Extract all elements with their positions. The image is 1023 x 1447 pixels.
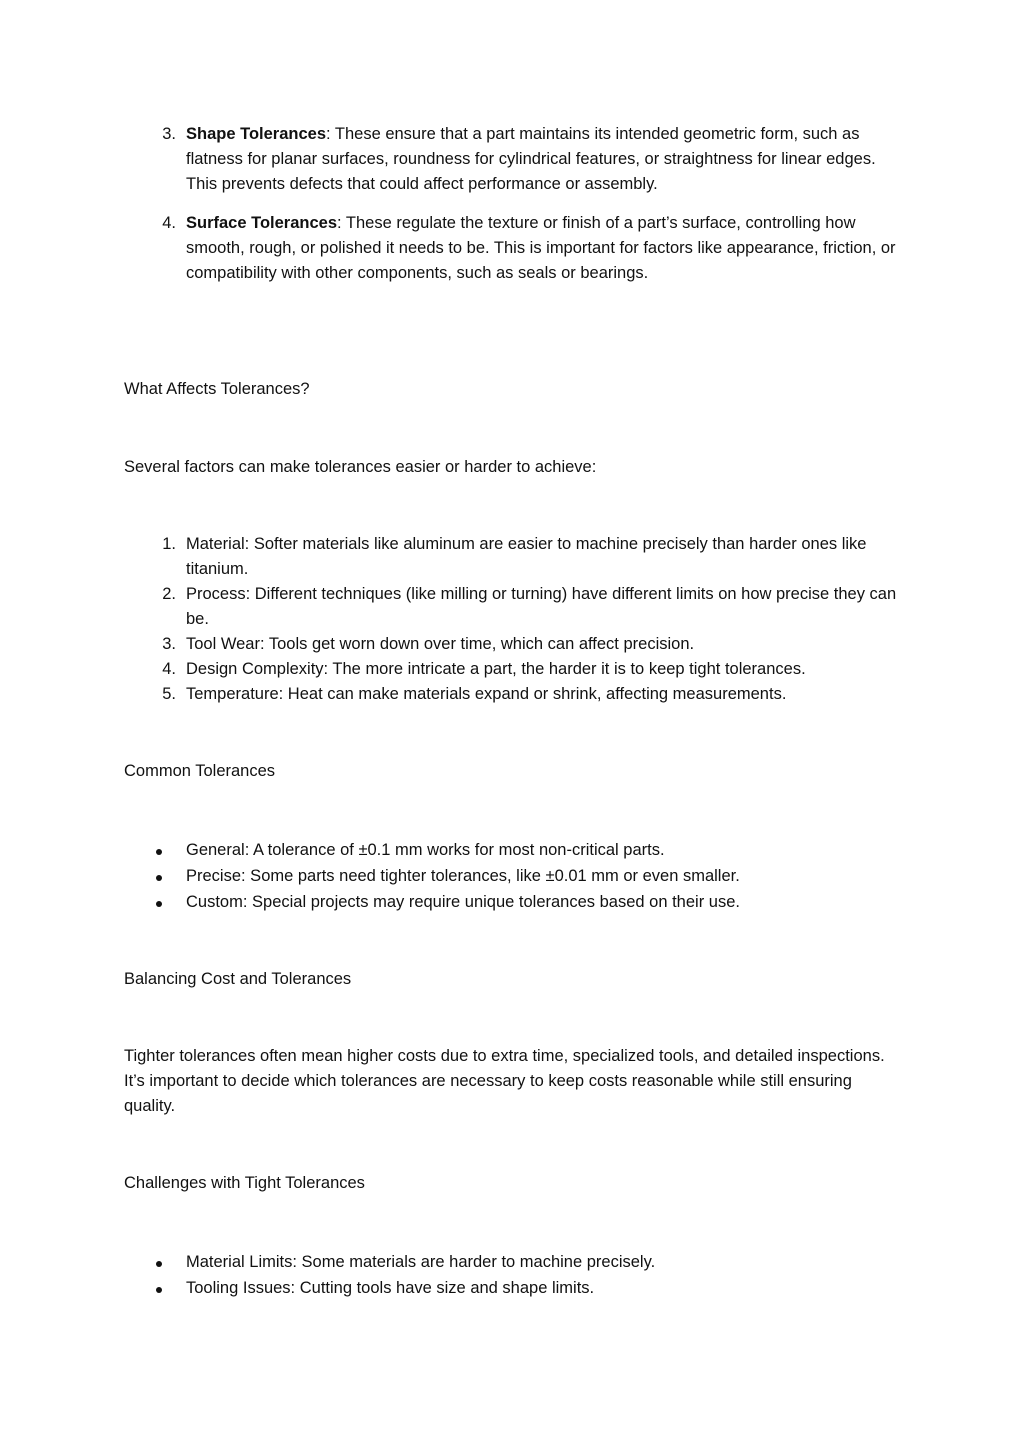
- surface-tolerances-text: : These regulate the texture or finish of a part’s surface, controlling how smooth, rough, or polished it needs to be. This is important for factors like appearance, friction, or compatibility with other components, such as seals or bearings.: [186, 214, 896, 282]
- list-item-text: Custom: Special projects may require unique tolerances based on their use.: [186, 893, 740, 911]
- list-item-text: Material Limits: Some materials are harder to machine precisely.: [186, 1253, 656, 1271]
- list-item-text: Precise: Some parts need tighter tolerances, like ±0.01 mm or even smaller.: [186, 867, 740, 885]
- list-marker: 5.: [162, 685, 176, 703]
- heading-what-affects-tolerances: What Affects Tolerances?: [124, 380, 310, 398]
- list-item-general: [186, 838, 906, 863]
- term-shape-tolerances: Shape Tolerances: [186, 125, 327, 143]
- list-marker: 1.: [162, 535, 176, 553]
- list-item-text: Tooling Issues: Cutting tools have size and shape limits.: [186, 1279, 595, 1297]
- list-marker: 2.: [162, 585, 176, 603]
- heading-common-tolerances: Common Tolerances: [124, 762, 276, 780]
- affects-intro: Several factors can make tolerances easier or harder to achieve:: [124, 458, 597, 476]
- list-item-shape-tolerances: [162, 122, 906, 197]
- list-marker: 4.: [162, 660, 176, 678]
- list-item-material: [162, 532, 906, 582]
- shape-tolerances-text: : These ensure that a part maintains its intended geometric form, such as flatness for planar surfaces, roundness for cylindrical features, or straightness for linear edges. This prevents defects that could affect performance or assembly.: [186, 125, 876, 193]
- list-marker: 4.: [162, 214, 176, 232]
- list-marker: 3.: [162, 635, 176, 653]
- bullet-icon: [156, 849, 162, 855]
- list-item-text: Temperature: Heat can make materials expand or shrink, affecting measurements.: [186, 685, 787, 703]
- list-item-text: Tool Wear: Tools get worn down over time, which can affect precision.: [186, 635, 695, 653]
- list-item-tool-wear: [162, 632, 906, 657]
- list-item-material-limits: [186, 1250, 906, 1275]
- balancing-paragraph: Tighter tolerances often mean higher costs due to extra time, specialized tools, and detailed inspections. It’s important to decide which tolerances are necessary to keep costs reasonable while still ensuring quality.: [124, 1047, 885, 1115]
- list-item-text: Material: Softer materials like aluminum are easier to machine precisely than harder ones like titanium.: [186, 535, 867, 578]
- list-item-temperature: [162, 682, 906, 707]
- list-item-text: Process: Different techniques (like milling or turning) have different limits on how precise they can be.: [186, 585, 897, 628]
- bullet-icon: [156, 1261, 162, 1267]
- bullet-icon: [156, 1287, 162, 1293]
- term-surface-tolerances: Surface Tolerances: [186, 214, 338, 232]
- list-item-surface-tolerances: [162, 211, 906, 286]
- heading-challenges: Challenges with Tight Tolerances: [124, 1174, 365, 1192]
- list-item-text: General: A tolerance of ±0.1 mm works for most non-critical parts.: [186, 841, 665, 859]
- list-marker: 3.: [162, 125, 176, 143]
- list-item-design-complexity: [162, 657, 906, 682]
- list-item-custom: [186, 890, 906, 915]
- heading-balancing-cost: Balancing Cost and Tolerances: [124, 970, 352, 988]
- bullet-icon: [156, 875, 162, 881]
- list-item-text: Design Complexity: The more intricate a part, the harder it is to keep tight tolerances.: [186, 660, 806, 678]
- list-item-tooling-issues: [186, 1276, 906, 1301]
- bullet-icon: [156, 901, 162, 907]
- list-item-precise: [186, 864, 906, 889]
- list-item-process: [162, 582, 906, 632]
